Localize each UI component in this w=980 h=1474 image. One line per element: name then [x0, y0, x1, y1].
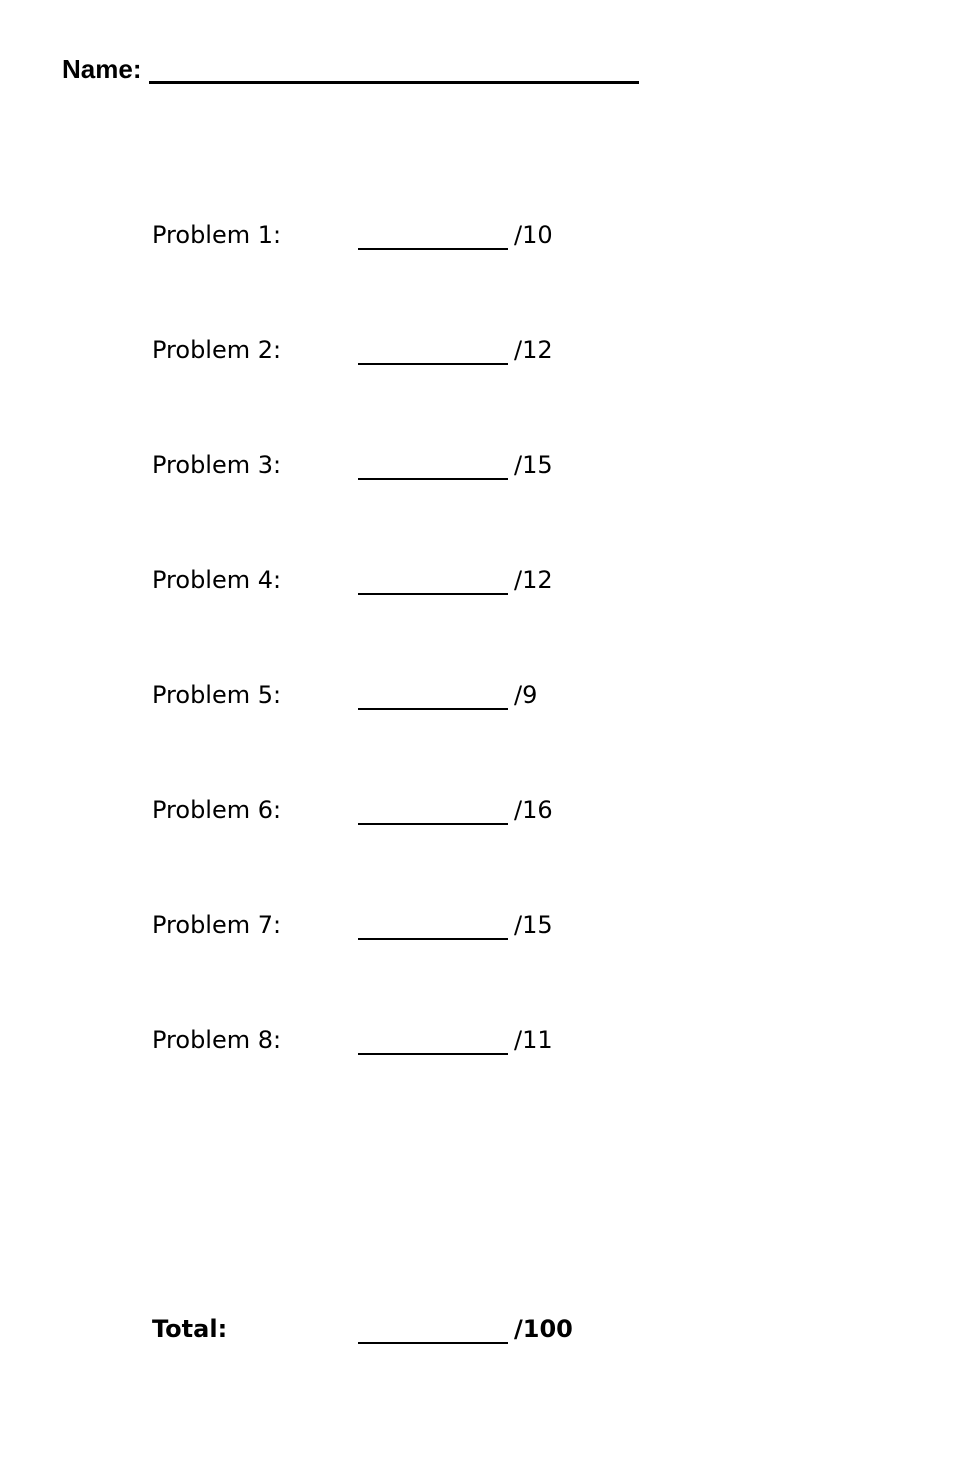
score-blank[interactable]	[358, 938, 508, 940]
name-field-line[interactable]	[149, 81, 639, 84]
score-blank[interactable]	[358, 708, 508, 710]
problem-label: Problem 8:	[152, 1026, 282, 1054]
total-row	[152, 1311, 672, 1347]
name-row	[62, 52, 639, 86]
score-max: /15	[514, 451, 553, 479]
problem-row-6	[152, 792, 672, 828]
problem-label: Problem 5:	[152, 681, 282, 709]
total-max: /100	[514, 1315, 573, 1343]
score-max: /11	[514, 1026, 553, 1054]
problem-label: Problem 7:	[152, 911, 282, 939]
problem-row-3	[152, 447, 672, 483]
score-blank[interactable]	[358, 1053, 508, 1055]
score-blank[interactable]	[358, 478, 508, 480]
score-blank[interactable]	[358, 593, 508, 595]
problem-row-5	[152, 677, 672, 713]
problem-label: Problem 3:	[152, 451, 282, 479]
problem-row-8	[152, 1022, 672, 1058]
score-blank[interactable]	[358, 363, 508, 365]
total-label: Total:	[152, 1315, 228, 1343]
total-score-blank[interactable]	[358, 1342, 508, 1344]
problem-row-2	[152, 332, 672, 368]
problem-row-4	[152, 562, 672, 598]
score-max: /10	[514, 221, 553, 249]
problem-label: Problem 6:	[152, 796, 282, 824]
score-max: /12	[514, 336, 553, 364]
score-max: /15	[514, 911, 553, 939]
problem-label: Problem 4:	[152, 566, 282, 594]
score-max: /16	[514, 796, 553, 824]
problem-row-1	[152, 217, 672, 253]
score-blank[interactable]	[358, 823, 508, 825]
problem-label: Problem 2:	[152, 336, 282, 364]
score-blank[interactable]	[358, 248, 508, 250]
name-label: Name:	[62, 54, 142, 84]
problem-label: Problem 1:	[152, 221, 282, 249]
problem-row-7	[152, 907, 672, 943]
score-max: /12	[514, 566, 553, 594]
score-max: /9	[514, 681, 538, 709]
